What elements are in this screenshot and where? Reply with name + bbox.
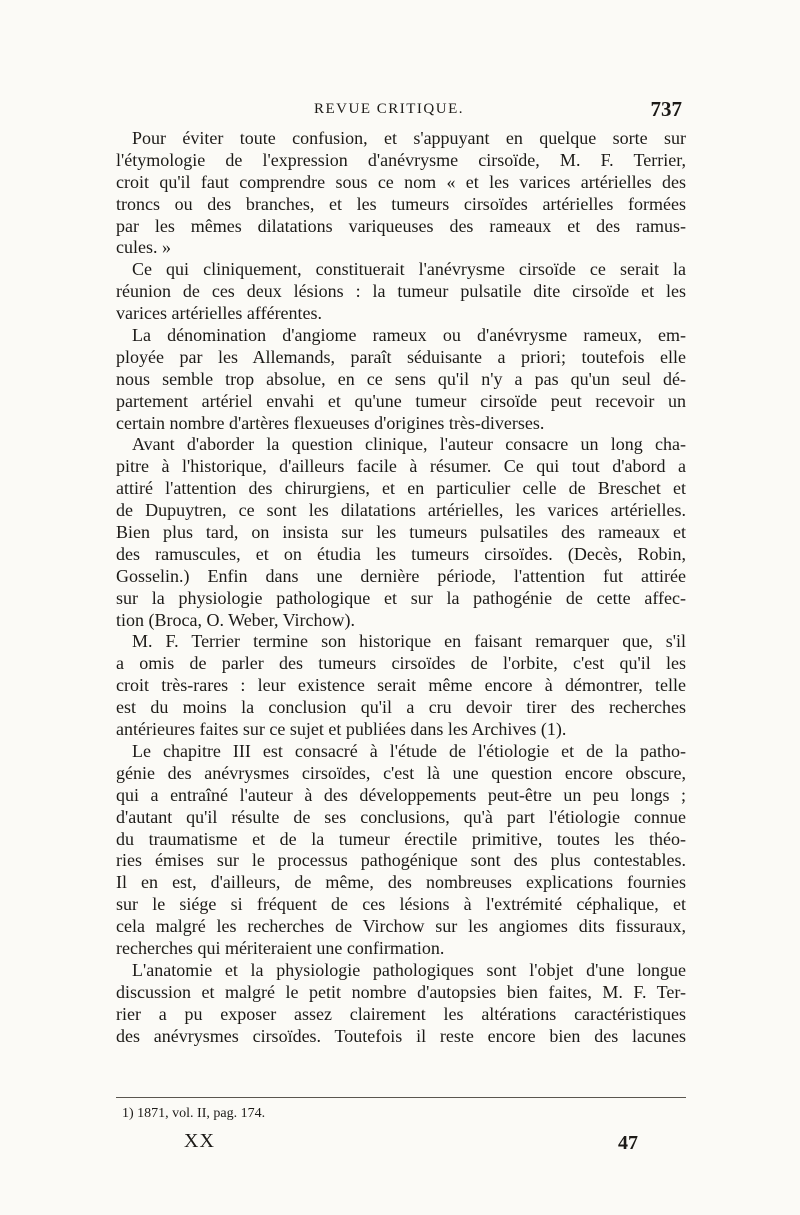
text-line: a omis de parler des tumeurs cirsoïdes de l'orbite, c'est qu'il les: [116, 653, 686, 674]
text-line: sur le siége si fréquent de ces lésions à l'extrémité céphalique, et: [116, 894, 686, 915]
text-line: réunion de ces deux lésions : la tumeur pulsatile dite cirsoïde et les: [116, 281, 686, 302]
text-line: Pour éviter toute confusion, et s'appuyant en quelque sorte sur: [132, 128, 686, 148]
text-line: partement artériel envahi et qu'une tumeur cirsoïde peut recevoir un: [116, 390, 686, 411]
text-line: M. F. Terrier termine son historique en faisant remarquer que, s'il: [132, 631, 686, 652]
text-line: de Dupuytren, ce sont les dilatations artérielles, les varices artérielles.: [116, 500, 686, 521]
text-line: Il en est, d'ailleurs, de même, des nombreuses explications fournies: [116, 872, 686, 893]
footnote-rule: [116, 1097, 686, 1098]
text-line: génie des anévrysmes cirsoïdes, c'est là une question encore obscure,: [116, 762, 686, 783]
text-line: sur la physiologie pathologique et sur la pathogénie de cette affec-: [116, 587, 686, 608]
text-line: des ramuscules, et on étudia les tumeurs cirsoïdes. (Decès, Robin,: [116, 543, 686, 564]
sheet-number: 47: [618, 1132, 638, 1154]
text-line: discussion et malgré le petit nombre d'autopsies bien faites, M. F. Ter-: [116, 981, 686, 1002]
page-number: 737: [650, 97, 682, 121]
book-page: [116, 0, 686, 1215]
text-line: Le chapitre III est consacré à l'étude de l'étiologie et de la patho-: [132, 740, 686, 761]
text-line: par les mêmes dilatations variqueuses des rameaux et des ramus-: [116, 215, 686, 236]
text-line: rier a pu exposer assez clairement les altérations caractéristiques: [116, 1003, 686, 1024]
text-line: tion (Broca, O. Weber, Virchow).: [116, 609, 356, 630]
text-line: Gosselin.) Enfin dans une dernière période, l'attention fut attirée: [116, 565, 686, 586]
text-line: Ce qui cliniquement, constituerait l'anévrysme cirsoïde ce serait la: [132, 259, 686, 280]
body-text: [116, 128, 686, 1047]
text-line: croit qu'il faut comprendre sous ce nom « et les varices artérielles des: [116, 171, 686, 192]
text-line: L'anatomie et la physiologie pathologiques sont l'objet d'une longue: [132, 959, 686, 980]
footnote: 1) 1871, vol. II, pag. 174.: [122, 1106, 266, 1121]
text-line: varices artérielles afférentes.: [116, 303, 323, 324]
text-line: cela malgré les recherches de Virchow sur les angiomes dits fissuraux,: [116, 916, 686, 937]
text-line: des anévrysmes cirsoïdes. Toutefois il reste encore bien des lacunes: [116, 1025, 686, 1046]
text-line: La dénomination d'angiome rameux ou d'anévrysme rameux, em-: [132, 325, 686, 346]
text-line: Bien plus tard, on insista sur les tumeurs pulsatiles des rameaux et: [116, 522, 686, 543]
text-line: ries émises sur le processus pathogénique sont des plus contestables.: [116, 850, 686, 871]
text-line: croit très-rares : leur existence serait même encore à démontrer, telle: [116, 675, 686, 696]
text-line: nous semble trop absolue, en ce sens qu'il n'y a pas qu'un seul dé-: [116, 368, 686, 389]
text-line: l'étymologie de l'expression d'anévrysme cirsoïde, M. F. Terrier,: [116, 149, 686, 170]
text-line: cules. »: [116, 237, 171, 258]
text-line: recherches qui mériteraient une confirmation.: [116, 937, 445, 958]
text-line: du traumatisme et de la tumeur érectile primitive, toutes les théo-: [116, 828, 686, 849]
text-line: troncs ou des branches, et les tumeurs cirsoïdes artérielles formées: [116, 193, 686, 214]
text-line: d'autant qu'il résulte de ses conclusions, qu'à part l'étiologie connue: [116, 806, 686, 827]
text-line: ployée par les Allemands, paraît séduisante a priori; toutefois elle: [116, 346, 686, 367]
text-line: attiré l'attention des chirurgiens, et en particulier celle de Breschet et: [116, 478, 686, 499]
running-title: REVUE CRITIQUE.: [314, 101, 464, 117]
text-line: Avant d'aborder la question clinique, l'auteur consacre un long cha-: [132, 434, 686, 455]
text-line: qui a entraîné l'auteur à des développements peut-être un peu longs ;: [116, 784, 686, 805]
text-line: certain nombre d'artères flexueuses d'origines très-diverses.: [116, 412, 545, 433]
text-line: est du moins la conclusion qu'il a cru devoir tirer des recherches: [116, 697, 686, 718]
text-line: pitre à l'historique, d'ailleurs facile à résumer. Ce qui tout d'abord a: [116, 456, 686, 477]
text-line: antérieures faites sur ce sujet et publiées dans les Archives (1).: [116, 719, 567, 740]
signature-mark: XX: [184, 1130, 215, 1152]
page-header: [116, 97, 686, 123]
